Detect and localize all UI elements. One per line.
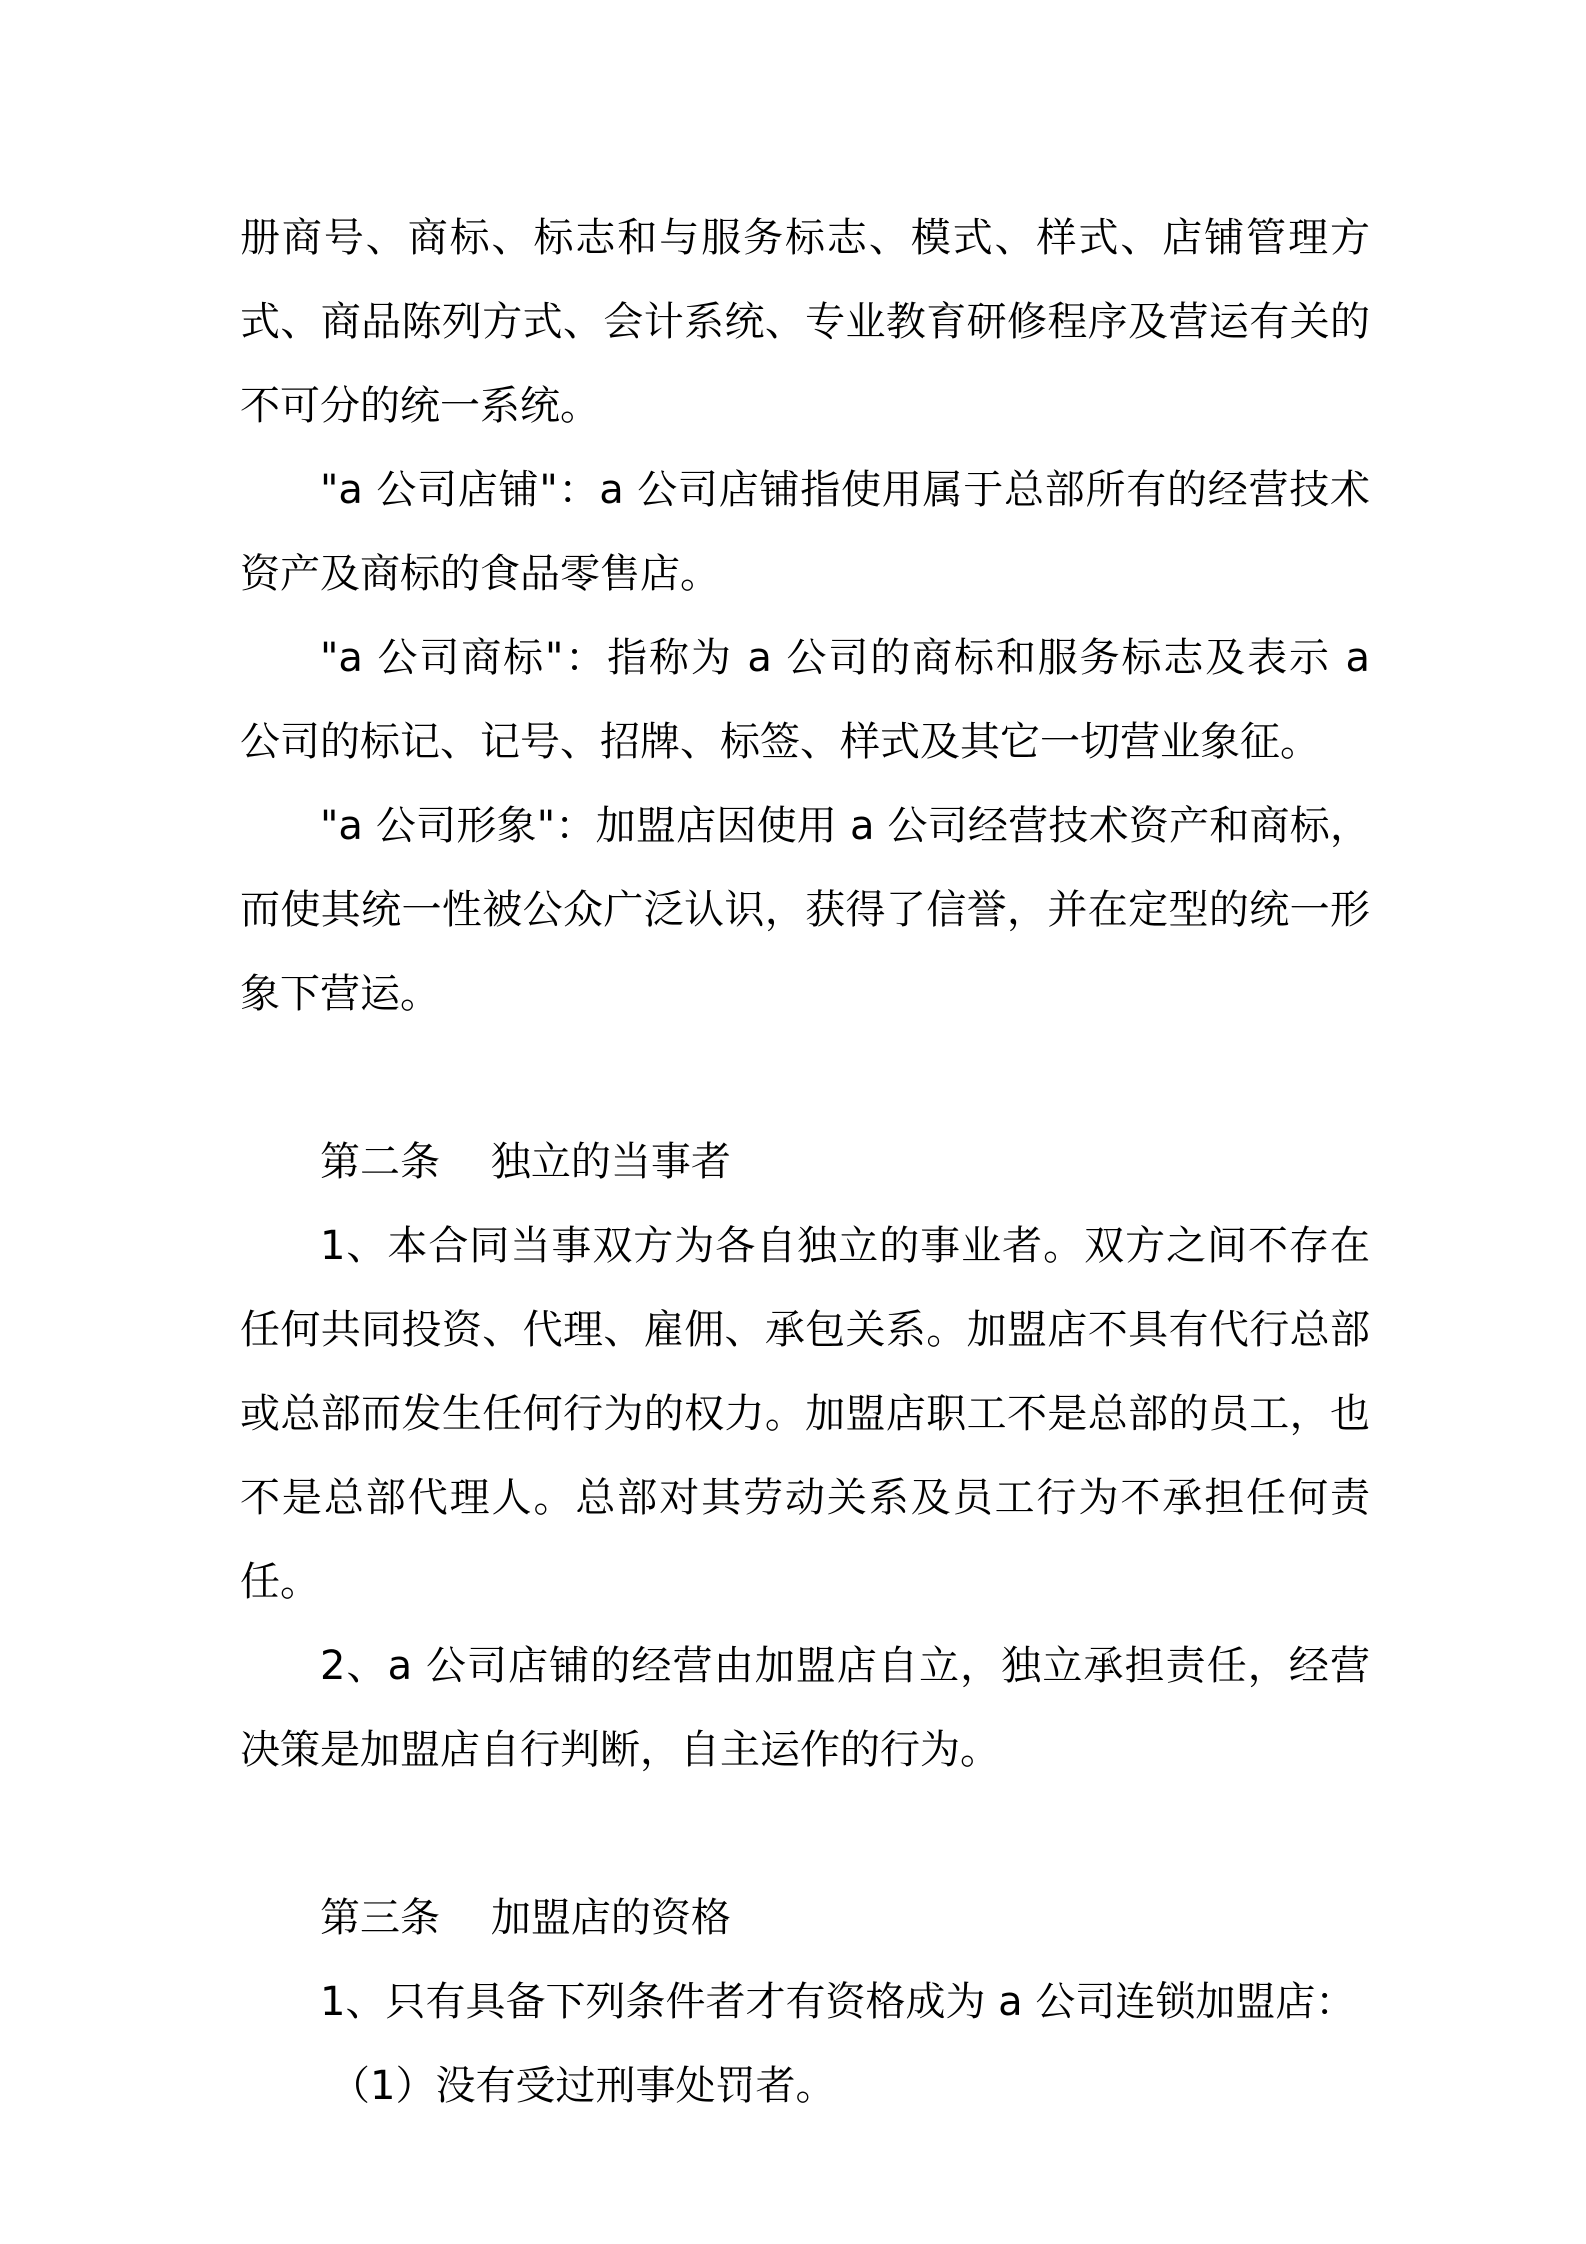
- paragraph-definition-image: "a 公司形象"：加盟店因使用 a 公司经营技术资产和商标，而使其统一性被公众广泛认识，获得了信誉，并在定型的统一形象下营运。: [240, 803, 1370, 1017]
- article-2-clause-2: 2、a 公司店铺的经营由加盟店自立，独立承担责任，经营决策是加盟店自行判断，自主运作的行为。: [240, 1643, 1370, 1773]
- article-3-heading: 第三条 加盟店的资格: [320, 1895, 731, 1941]
- section-gap: [240, 1792, 1370, 1876]
- article-3-item-1: （1）没有受过刑事处罚者。: [330, 2063, 836, 2109]
- section-gap: [240, 1036, 1370, 1120]
- document-body: [240, 196, 1370, 2128]
- paragraph-definition-system: 册商号、商标、标志和与服务标志、模式、样式、店铺管理方式、商品陈列方式、会计系统、专业教育研修程序及营运有关的不可分的统一系统。: [240, 215, 1370, 429]
- paragraph-definition-trademark: "a 公司商标"：指称为 a 公司的商标和服务标志及表示 a 公司的标记、记号、招牌、标签、样式及其它一切营业象征。: [240, 635, 1370, 765]
- article-3-clause-1: 1、只有具备下列条件者才有资格成为 a 公司连锁加盟店：: [320, 1979, 1356, 2025]
- article-2-heading: 第二条 独立的当事者: [320, 1139, 731, 1185]
- paragraph-definition-store: "a 公司店铺"：a 公司店铺指使用属于总部所有的经营技术资产及商标的食品零售店。: [240, 467, 1370, 597]
- article-2-clause-1: 1、本合同当事双方为各自独立的事业者。双方之间不存在任何共同投资、代理、雇佣、承包关系。加盟店不具有代行总部或总部而发生任何行为的权力。加盟店职工不是总部的员工，也不是总部代理人。总部对其劳动关系及员工行为不承担任何责任。: [240, 1223, 1370, 1605]
